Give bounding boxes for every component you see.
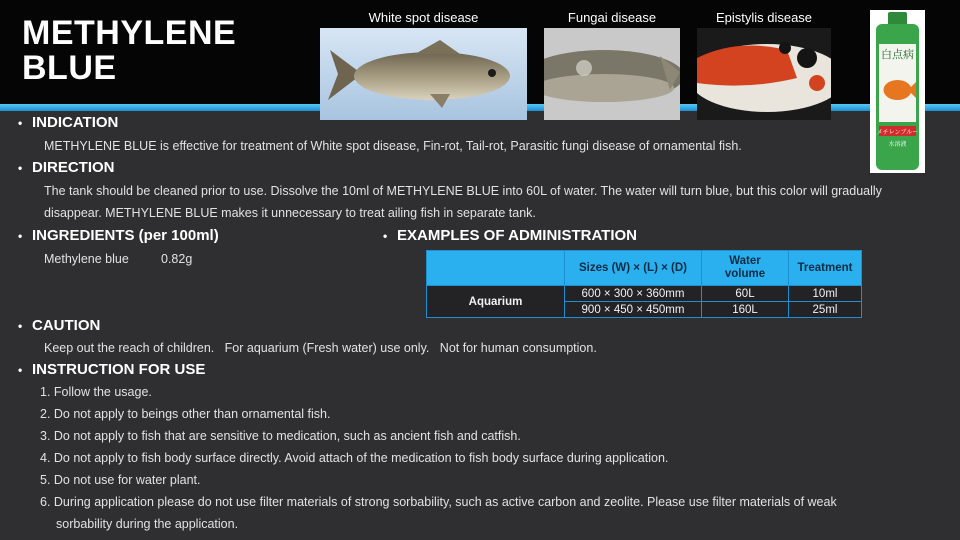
direction-heading: • DIRECTION (18, 159, 115, 176)
table-row (427, 286, 862, 302)
bottle-label-bottom: メチレンブルー (876, 129, 919, 136)
product-bottle-image (870, 10, 925, 173)
instruction-heading: • INSTRUCTION FOR USE (18, 361, 206, 378)
fungai-fish-image (544, 28, 680, 120)
bottle-label-sub: 水溶液 (888, 141, 907, 148)
table-row-label-aquarium: Aquarium (427, 286, 565, 318)
table-header-row (427, 251, 862, 286)
examples-heading: • EXAMPLES OF ADMINISTRATION (383, 227, 637, 244)
table-cell-size: 600 × 300 × 360mm (565, 286, 702, 302)
white-spot-fish-image (320, 28, 527, 120)
table-cell-size: 900 × 450 × 450mm (565, 302, 702, 318)
instruction-item-5: 5. Do not use for water plant. (40, 473, 201, 487)
instruction-item-2: 2. Do not apply to beings other than ornamental fish. (40, 407, 331, 421)
table-header-blank (427, 251, 565, 286)
caption-epistylis: Epistylis disease (715, 10, 813, 25)
table-cell-treatment: 25ml (789, 302, 862, 318)
bullet-icon: • (383, 229, 388, 243)
instruction-item-3: 3. Do not apply to fish that are sensitive to medication, such as ancient fish and catfish. (40, 429, 521, 443)
direction-text-line-2: disappear. METHYLENE BLUE makes it unnecessary to treat ailing fish in separate tank. (44, 206, 536, 220)
caution-heading: • CAUTION (18, 317, 101, 334)
direction-text-line-1: The tank should be cleaned prior to use. Dissolve the 10ml of METHYLENE BLUE into 60L of water. The water will turn blue, but this color will gradually (44, 184, 882, 198)
bullet-icon: • (18, 116, 23, 130)
title-line-2: BLUE (22, 49, 117, 87)
ingredient-amount: 0.82g (161, 252, 193, 266)
table-header-water: Water volume (702, 251, 789, 286)
table-cell-water: 160L (702, 302, 789, 318)
bullet-icon: • (18, 319, 23, 333)
page-title (22, 16, 236, 86)
bullet-icon: • (18, 229, 23, 243)
table-cell-treatment: 10ml (789, 286, 862, 302)
caption-white-spot: White spot disease (368, 10, 479, 25)
administration-table (426, 250, 862, 318)
bottle-label-top: 白点病 (881, 48, 914, 61)
epistylis-fish-image (697, 28, 831, 120)
caption-fungai: Fungai disease (567, 10, 657, 25)
ingredient-name: Methylene blue (44, 252, 129, 266)
instruction-item-6-cont: sorbability during the application. (56, 517, 239, 531)
indication-text: METHYLENE BLUE is effective for treatment of White spot disease, Fin-rot, Tail-rot, Parasitic fungi disease of ornamental fish. (44, 139, 742, 153)
bullet-icon: • (18, 161, 23, 175)
bullet-icon: • (18, 363, 23, 377)
table-header-sizes: Sizes (W) × (L) × (D) (565, 251, 702, 286)
ingredients-heading: • INGREDIENTS (per 100ml) (18, 227, 219, 244)
title-line-1: METHYLENE (22, 14, 237, 52)
indication-heading: • INDICATION (18, 114, 119, 131)
caution-text: Keep out the reach of children. For aquarium (Fresh water) use only. Not for human consumption. (44, 341, 597, 355)
table-cell-water: 60L (702, 286, 789, 302)
instruction-item-1: 1. Follow the usage. (40, 385, 152, 399)
table-header-treatment: Treatment (789, 251, 862, 286)
instruction-item-6: 6. During application please do not use filter materials of strong sorbability, such as active carbon and zeolite. Please use filter materials of weak (40, 495, 837, 509)
instruction-item-4: 4. Do not apply to fish body surface directly. Avoid attach of the medication to fish body surface during application. (40, 451, 669, 465)
